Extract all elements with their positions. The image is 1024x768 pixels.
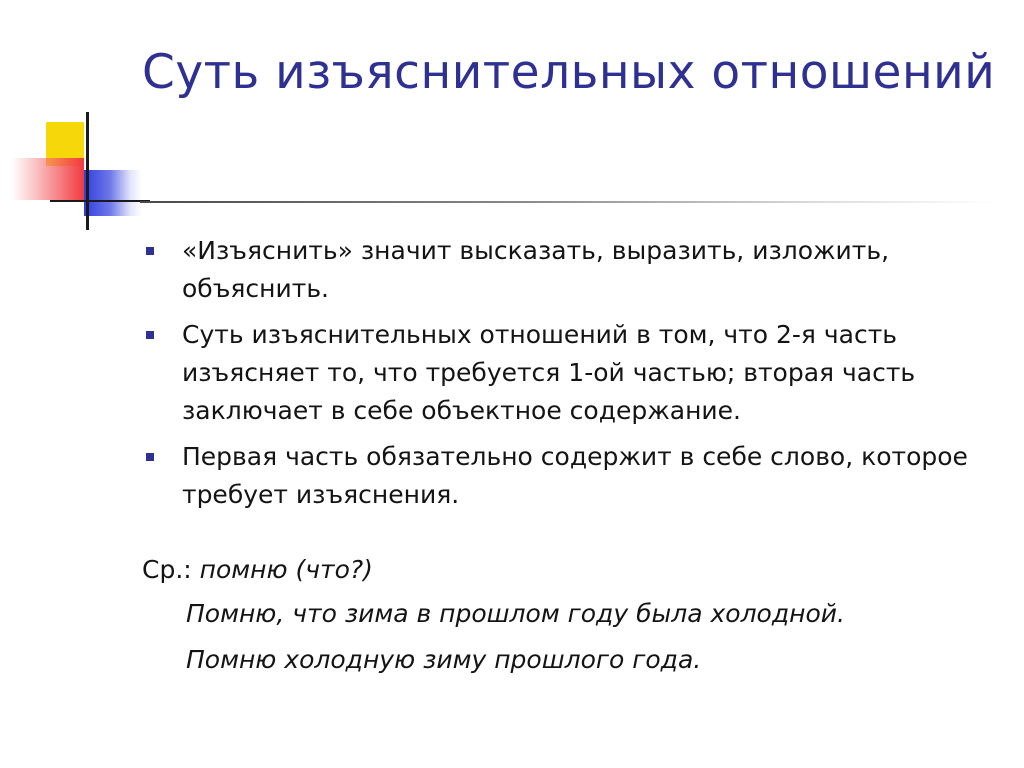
bullet-square-icon — [146, 331, 154, 339]
bullet-text: «Изъяснить» значит высказать, выразить, изложить, объяснить. — [182, 236, 890, 303]
bullet-square-icon — [146, 247, 154, 255]
decorative-blue-square — [84, 170, 142, 216]
bullet-item — [142, 316, 1002, 430]
decorative-vertical-line — [86, 112, 89, 230]
decorative-horizontal-line — [50, 200, 150, 202]
compare-line — [142, 550, 1002, 590]
example-sentence-1: Помню, что зима в прошлом году была холодной. — [186, 599, 845, 628]
compare-word: помню (что?) — [199, 555, 373, 584]
compare-label: Ср.: — [142, 555, 200, 584]
bullet-item — [142, 438, 1002, 514]
bullet-text: Суть изъяснительных отношений в том, что 2-я часть изъясняет то, что требуется 1-ой частью; вторая часть заключает в себе объектное содержание. — [182, 320, 916, 425]
decorative-red-square — [12, 158, 84, 200]
bullet-text: Первая часть обязательно содержит в себе слово, которое требует изъяснения. — [182, 442, 968, 509]
bullet-list — [142, 232, 1002, 522]
slide-title: Суть изъяснительных отношений — [142, 45, 996, 100]
example-sentence-2: Помню холодную зиму прошлого года. — [186, 645, 702, 674]
bullet-square-icon — [146, 453, 154, 461]
bullet-item — [142, 232, 1002, 308]
title-underline — [140, 201, 1000, 203]
